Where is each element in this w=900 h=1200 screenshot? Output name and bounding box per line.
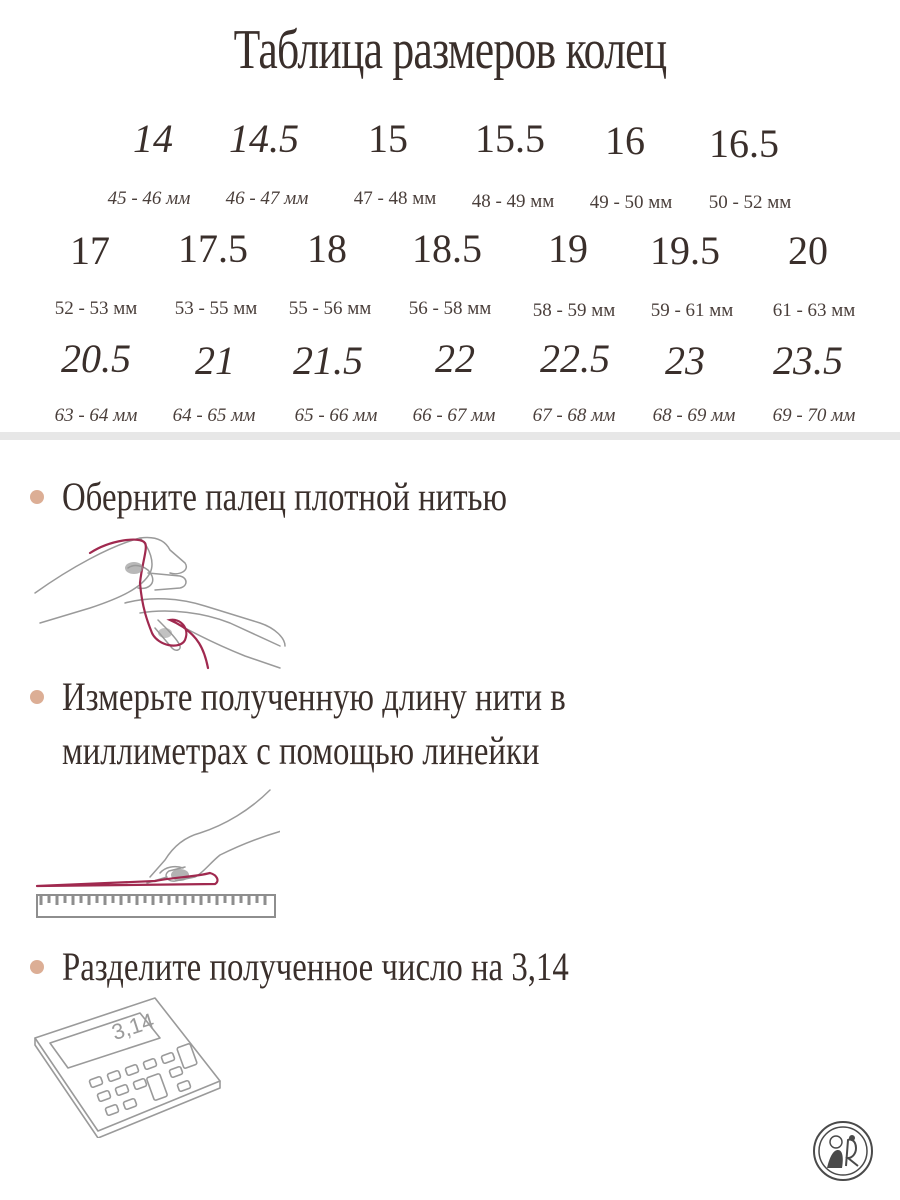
calculator-display: 3,14	[108, 1008, 158, 1046]
size-mm-range: 67 - 68 мм	[532, 405, 616, 426]
size-mm-range: 61 - 63 мм	[772, 300, 856, 321]
instruction-step	[30, 470, 742, 524]
size-value: 19	[548, 226, 588, 271]
size-value: 16.5	[709, 121, 779, 166]
size-mm-range: 50 - 52 мм	[708, 192, 792, 213]
size-value: 17.5	[178, 226, 248, 271]
size-value: 18	[307, 226, 347, 271]
size-mm-range: 46 - 47 мм	[225, 188, 309, 209]
page-title: Таблица размеров колец	[233, 19, 667, 81]
size-mm-range: 68 - 69 мм	[652, 405, 736, 426]
section-divider	[0, 432, 900, 440]
bullet-dot	[30, 490, 44, 504]
size-mm-range: 55 - 56 мм	[288, 298, 372, 319]
bullet-dot	[30, 960, 44, 974]
size-value: 14	[133, 116, 173, 161]
size-value: 15.5	[475, 116, 545, 161]
size-mm-range: 48 - 49 мм	[471, 191, 555, 212]
size-value: 22	[435, 336, 475, 381]
instruction-step	[30, 670, 742, 778]
calculator-illustration	[30, 993, 230, 1138]
size-value: 21	[195, 338, 235, 383]
brand-seal-icon	[812, 1120, 874, 1182]
size-mm-range: 69 - 70 мм	[772, 405, 856, 426]
size-value: 23.5	[773, 338, 843, 383]
bullet-dot	[30, 690, 44, 704]
size-mm-range: 63 - 64 мм	[54, 405, 138, 426]
instruction-text: Разделите полученное число на 3,14	[62, 944, 569, 989]
size-mm-range: 45 - 46 мм	[107, 188, 191, 209]
finger-thread-illustration	[30, 528, 290, 673]
size-value: 18.5	[412, 226, 482, 271]
size-value: 16	[605, 118, 645, 163]
size-value: 15	[368, 116, 408, 161]
size-value: 17	[70, 228, 110, 273]
size-value: 23	[665, 338, 705, 383]
size-value: 20	[788, 228, 828, 273]
size-value: 19.5	[650, 228, 720, 273]
size-mm-range: 58 - 59 мм	[532, 300, 616, 321]
size-mm-range: 56 - 58 мм	[408, 298, 492, 319]
instruction-text: Измерьте полученную длину нити в миллиметрах с помощью линейки	[62, 674, 566, 773]
instruction-step	[30, 940, 742, 994]
size-value: 22.5	[540, 336, 610, 381]
size-mm-range: 47 - 48 мм	[353, 188, 437, 209]
size-mm-range: 66 - 67 мм	[412, 405, 496, 426]
ruler-measure-illustration	[35, 785, 280, 920]
size-value: 14.5	[229, 116, 299, 161]
size-mm-range: 65 - 66 мм	[294, 405, 378, 426]
size-mm-range: 49 - 50 мм	[589, 192, 673, 213]
size-mm-range: 59 - 61 мм	[650, 300, 734, 321]
instruction-text: Оберните палец плотной нитью	[62, 474, 508, 519]
size-mm-range: 52 - 53 мм	[54, 298, 138, 319]
size-value: 20.5	[61, 336, 131, 381]
size-mm-range: 53 - 55 мм	[174, 298, 258, 319]
size-mm-range: 64 - 65 мм	[172, 405, 256, 426]
size-value: 21.5	[293, 338, 363, 383]
